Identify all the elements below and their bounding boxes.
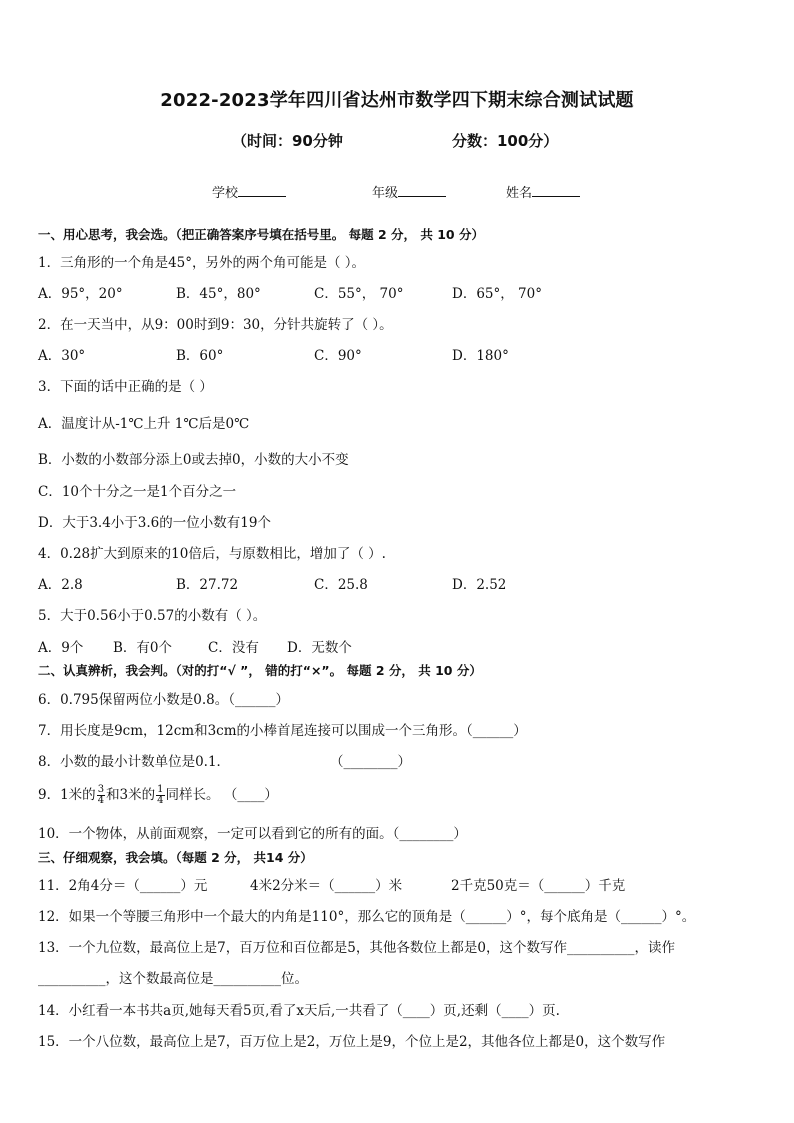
q9-text-a: 9．1米的	[38, 787, 96, 803]
section-3-heading: 三、仔细观察，我会填。（每题 2 分， 共14 分）	[38, 850, 313, 865]
q3-option-a: A．温度计从-1℃上升 1℃后是0℃	[38, 416, 250, 432]
q9-text-c: 同样长。 （____）	[165, 787, 278, 803]
q2-option-b: B．60°	[176, 348, 224, 364]
question-4: 4．0.28扩大到原来的10倍后，与原数相比，增加了（ ）.	[38, 546, 386, 562]
q3-option-d: D．大于3.4小于3.6的一位小数有19个	[38, 515, 271, 531]
name-field	[506, 182, 580, 201]
section-1-heading: 一、用心思考，我会选。（把正确答案序号填在括号里。 每题 2 分， 共 10 分）	[38, 227, 484, 242]
grade-field	[372, 182, 446, 201]
fraction-numerator: 3	[97, 784, 105, 795]
question-10: 10．一个物体，从前面观察，一定可以看到它的所有的面。（________）	[38, 826, 467, 842]
q11-part-b: 4米2分米＝（______）米	[250, 878, 403, 894]
page-title: 2022-2023学年四川省达州市数学四下期末综合测试试题	[160, 90, 634, 111]
question-2: 2．在一天当中，从9：00时到9：30，分针共旋转了（ ）。	[38, 317, 393, 333]
question-15: 15．一个八位数，最高位上是7，百万位上是2，万位上是9，个位上是2，其他各位上都是0，这个数写作	[38, 1034, 666, 1050]
q1-option-b: B．45°，80°	[176, 286, 261, 302]
q5-option-b: B．有0个	[113, 640, 173, 656]
q3-option-b: B．小数的小数部分添上0或去掉0，小数的大小不变	[38, 452, 349, 468]
question-13-continued: __________，这个数最高位是__________位。	[38, 971, 308, 987]
q8-answer-blank[interactable]: （________）	[330, 754, 411, 770]
section-2-heading: 二、认真辨析，我会判。（对的打“√ ”， 错的打“×”。 每题 2 分， 共 10 分）	[38, 663, 482, 678]
q9-text-b: 和3米的	[106, 787, 156, 803]
fraction-one-quarter	[156, 785, 164, 806]
fraction-denominator: 4	[97, 795, 105, 806]
q11-part-a: 11．2角4分＝（______）元	[38, 878, 208, 894]
question-7: 7．用长度是9cm，12cm和3cm的小棒首尾连接可以围成一个三角形。（______）	[38, 723, 527, 739]
school-label: 学校	[212, 186, 239, 201]
q3-option-c: C．10个十分之一是1个百分之一	[38, 484, 237, 500]
question-13: 13．一个九位数，最高位上是7，百万位和百位都是5，其他各数位上都是0，这个数写作__________，读作	[38, 940, 675, 956]
time-info: （时间：90分钟	[232, 132, 343, 150]
grade-blank[interactable]	[398, 184, 446, 197]
q11-part-c: 2千克50克＝（______）千克	[451, 878, 626, 894]
q1-option-c: C．55°， 70°	[314, 286, 404, 302]
q4-option-d: D．2.52	[452, 577, 507, 593]
score-info: 分数：100分）	[452, 132, 559, 150]
question-12: 12．如果一个等腰三角形中一个最大的内角是110°，那么它的顶角是（______）°，每个底角是（______）°。	[38, 909, 696, 925]
fraction-three-quarters	[97, 785, 105, 806]
q5-option-a: A．9个	[38, 640, 84, 656]
q2-option-c: C．90°	[314, 348, 362, 364]
q5-option-d: D．无数个	[287, 640, 352, 656]
q4-option-a: A．2.8	[38, 577, 83, 593]
question-6: 6．0.795保留两位小数是0.8。（______）	[38, 692, 289, 708]
q2-option-a: A．30°	[38, 348, 86, 364]
question-1: 1．三角形的一个角是45°，另外的两个角可能是（ ）。	[38, 255, 366, 271]
fraction-numerator: 1	[157, 784, 164, 795]
school-field	[212, 182, 286, 201]
q1-option-a: A．95°，20°	[38, 286, 123, 302]
question-9	[38, 783, 278, 806]
q5-option-c: C．没有	[208, 640, 259, 656]
q2-option-d: D．180°	[452, 348, 509, 364]
grade-label: 年级	[372, 186, 399, 201]
name-label: 姓名	[506, 186, 533, 201]
name-blank[interactable]	[532, 184, 580, 197]
q4-option-c: C．25.8	[314, 577, 368, 593]
question-8: 8．小数的最小计数单位是0.1．	[38, 754, 231, 770]
fraction-denominator: 4	[157, 795, 164, 806]
question-14: 14．小红看一本书共a页,她每天看5页,看了x天后,一共看了（____）页,还剩（____）页.	[38, 1003, 560, 1019]
question-3: 3．下面的话中正确的是（ ）	[38, 379, 213, 395]
q1-option-d: D．65°， 70°	[452, 286, 542, 302]
q4-option-b: B．27.72	[176, 577, 239, 593]
school-blank[interactable]	[238, 184, 286, 197]
question-5: 5．大于0.56小于0.57的小数有（ ）。	[38, 608, 267, 624]
